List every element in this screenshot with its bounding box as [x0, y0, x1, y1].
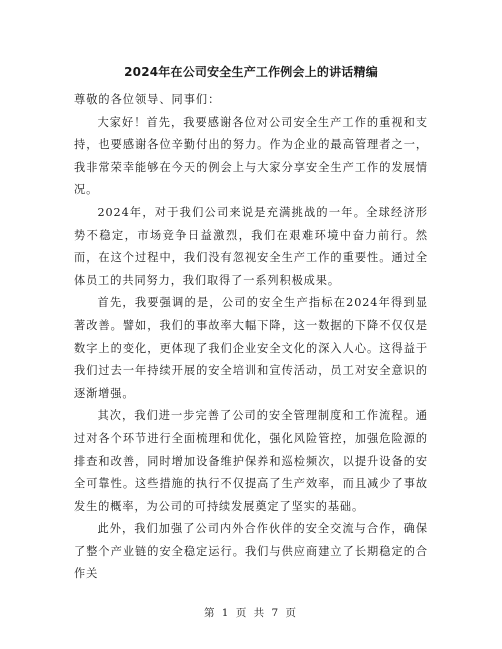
paragraph-4: 其次，我们进一步完善了公司的安全管理制度和工作流程。通过对各个环节进行全面梳理和优化，强化风险管控，加强危险源的排查和改善，同时增加设备维护保养和巡检频次，以提升设备的安全可靠性。这些措施的执行不仅提高了生产效率，而且减少了事故发生的概率，为公司的可持续发展奠定了坚实的基础。	[74, 409, 428, 513]
document-title: 2024年在公司安全生产工作例会上的讲话精编	[124, 65, 378, 79]
paragraph-1: 大家好！首先，我要感谢各位对公司安全生产工作的重视和支持，也要感谢各位辛勤付出的努力。作为企业的最高管理者之一，我非常荣幸能够在今天的例会上与大家分享安全生产工作的发展情况。	[74, 115, 428, 197]
paragraph-2: 2024年，对于我们公司来说是充满挑战的一年。全球经济形势不稳定，市场竞争日益激烈，我们在艰难环境中奋力前行。然而，在这个过程中，我们没有忽视安全生产工作的重要性。通过全体员工的共同努力，我们取得了一系列积极成果。	[74, 205, 428, 287]
paragraph-3: 首先，我要强调的是，公司的安全生产指标在2024年得到显著改善。譬如，我们的事故率大幅下降，这一数据的下降不仅仅是数字上的变化，更体现了我们企业安全文化的深入人心。这得益于我们过去一年持续开展的安全培训和宣传活动，员工对安全意识的逐渐增强。	[74, 296, 428, 400]
paragraph-5: 此外，我们加强了公司内外合作伙伴的安全交流与合作，确保了整个产业链的安全稳定运行。我们与供应商建立了长期稳定的合作关	[74, 522, 428, 581]
salutation: 尊敬的各位领导、同事们：	[74, 93, 221, 106]
page-number: 第 1 页 共 7 页	[203, 607, 299, 619]
document-body	[74, 89, 428, 586]
